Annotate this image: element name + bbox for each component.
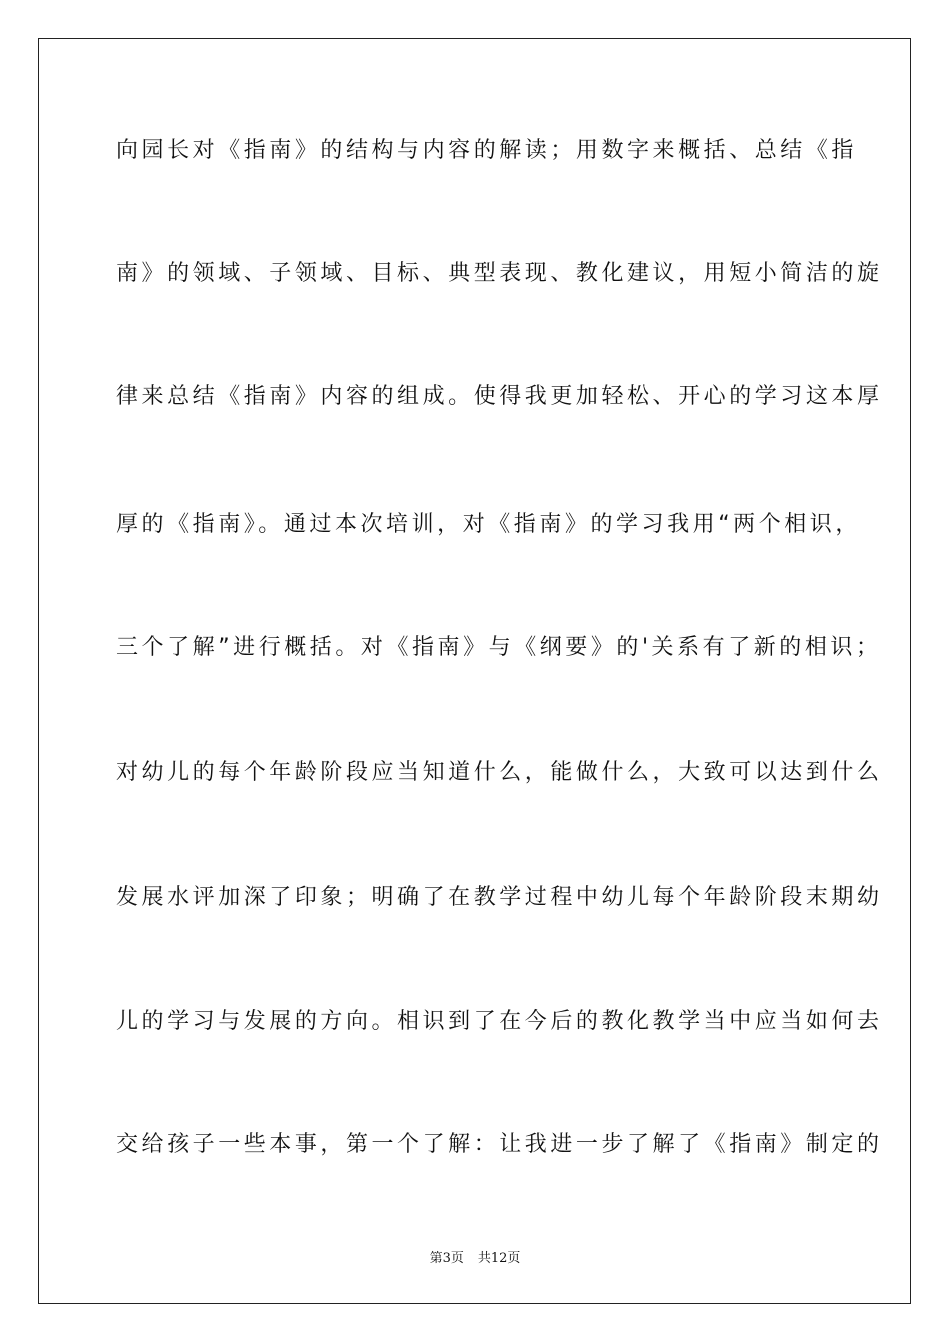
text-line-7: 发展水评加深了印象；明确了在教学过程中幼儿每个年龄阶段末期幼 [116, 885, 883, 910]
page-border [38, 38, 911, 1304]
text-line-4: 厚的《指南》。通过本次培训，对《指南》的学习我用“两个相识， [116, 512, 861, 537]
page-footer [0, 1247, 950, 1266]
text-line-3: 律来总结《指南》内容的组成。使得我更加轻松、开心的学习这本厚 [116, 384, 883, 409]
text-line-5: 三个了解”进行概括。对《指南》与《纲要》的'关系有了新的相识； [116, 635, 882, 660]
text-line-1: 向园长对《指南》的结构与内容的解读；用数字来概括、总结《指 [116, 138, 857, 163]
text-line-2: 南》的领域、子领域、目标、典型表现、教化建议，用短小简洁的旋 [116, 261, 883, 286]
current-page-number: 第3页 [429, 1251, 464, 1266]
text-line-8: 儿的学习与发展的方向。相识到了在今后的教化教学当中应当如何去 [116, 1009, 883, 1034]
text-line-6: 对幼儿的每个年龄阶段应当知道什么，能做什么，大致可以达到什么 [116, 760, 883, 785]
total-page-count: 共12页 [477, 1251, 521, 1266]
text-line-9: 交给孩子一些本事，第一个了解：让我进一步了解了《指南》制定的 [116, 1132, 883, 1157]
